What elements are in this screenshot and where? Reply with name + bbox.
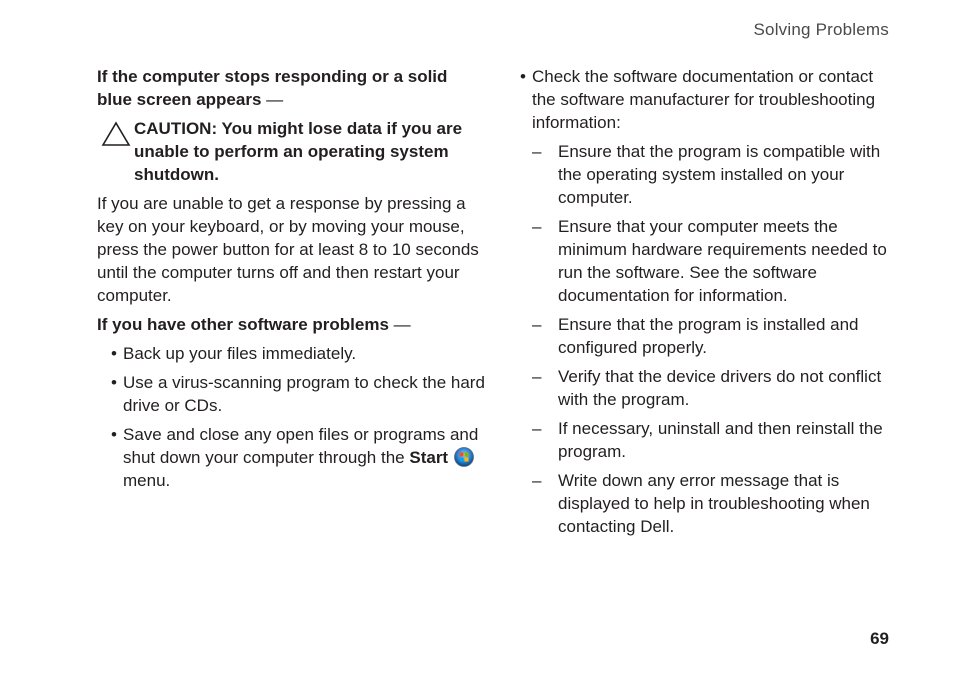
list-item [532,469,890,538]
list-item [532,215,890,307]
dash-marker: – [532,419,542,438]
dash-marker: – [532,217,542,236]
software-problem-list [111,342,487,492]
dash-marker: – [532,142,542,161]
list-item [532,313,890,359]
bullet-marker: • [111,373,117,392]
troubleshooting-list [532,140,890,538]
menu-suffix: menu. [123,471,171,490]
start-label: Start [409,448,449,467]
heading-dash: — [393,315,411,334]
bullet-marker: • [111,344,117,363]
list-item-text: Verify that the device drivers do not conflict with the program. [558,367,882,409]
bullet-marker: • [111,425,117,444]
heading-dash: — [266,90,284,109]
list-item-text: Ensure that the program is installed and configured properly. [558,315,859,357]
list-item-text: Ensure that your computer meets the minimum hardware requirements needed to run the software. See the software documentation for information. [558,217,887,305]
list-item-text: Check the software documentation or contact the software manufacturer for troubleshooting information: [532,67,876,132]
unresponsive-instructions: If you are unable to get a response by pressing a key on your keyboard, or by moving your mouse, press the power button for at least 8 to 10 seconds until the computer turns off and then restart your computer. [97,194,479,305]
page-number: 69 [870,629,889,648]
heading-software-problems-text: If you have other software problems [97,315,389,334]
list-item-text: Back up your files immediately. [123,344,357,363]
bullet-marker: • [520,67,526,86]
heading-software-problems [97,313,487,336]
list-item [111,342,487,365]
list-item [111,423,487,492]
caution-text: CAUTION: You might lose data if you are unable to perform an operating system shutdown. [134,119,463,184]
list-item [532,365,890,411]
list-item-text: Write down any error message that is displayed to help in troubleshooting when contacting Dell. [558,471,870,536]
list-item [532,417,890,463]
caution-triangle-icon [101,121,135,153]
right-column [520,65,890,544]
list-item-text: Use a virus-scanning program to check the hard drive or CDs. [123,373,485,415]
heading-blue-screen-text: If the computer stops responding or a solid blue screen appears [97,67,448,109]
section-title: Solving Problems [753,20,889,39]
list-item [111,371,487,417]
list-item [532,140,890,209]
dash-marker: – [532,315,542,334]
dash-marker: – [532,367,542,386]
caution-block [97,117,487,186]
list-item [520,65,890,134]
left-column [97,65,487,498]
list-item-text: Ensure that the program is compatible with the operating system installed on your computer. [558,142,881,207]
dash-marker: – [532,471,542,490]
heading-blue-screen [97,65,487,111]
list-item-text: If necessary, uninstall and then reinstall the program. [558,419,883,461]
list-item-text: Save and close any open files or programs and shut down your computer through the [123,425,479,467]
windows-start-orb-icon [454,447,474,467]
